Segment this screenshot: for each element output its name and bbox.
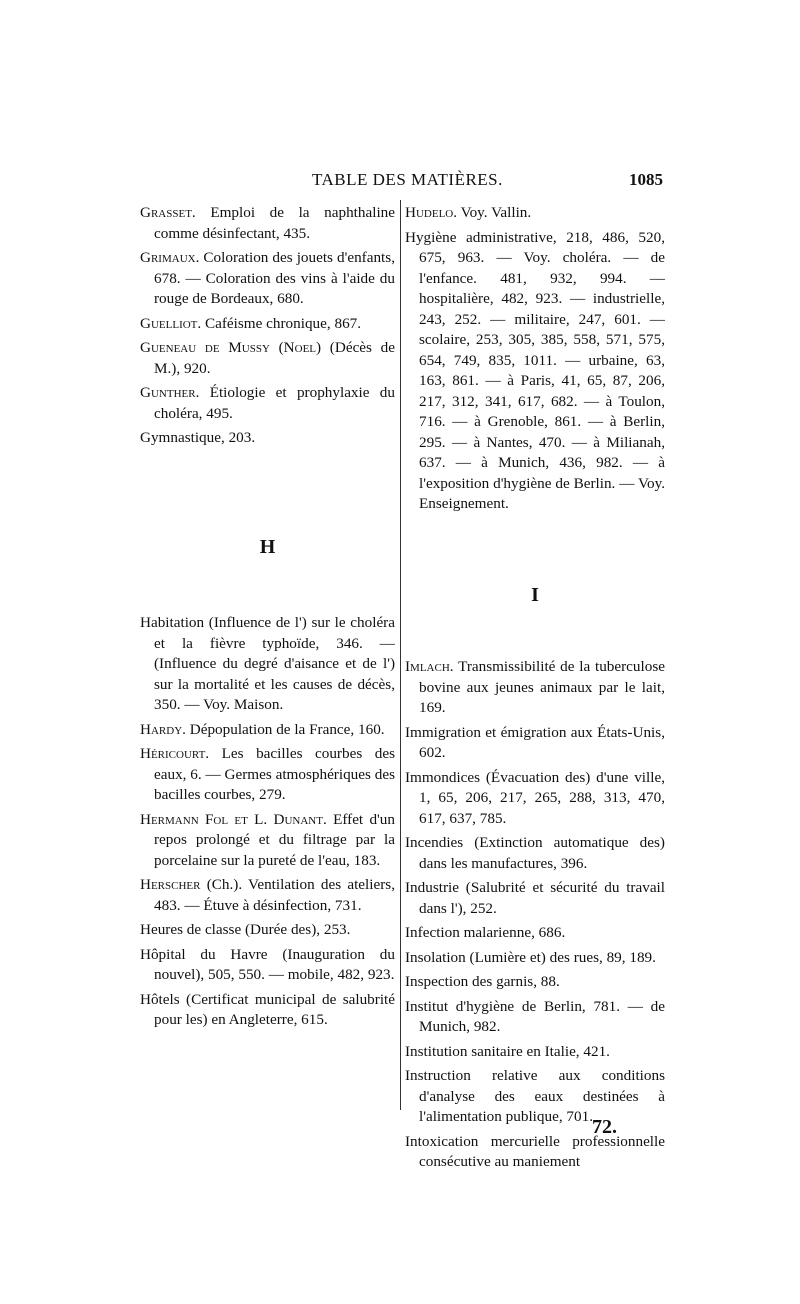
index-entry bbox=[405, 878, 665, 919]
running-title: TABLE DES MATIÈRES. bbox=[312, 170, 503, 189]
entry-text: (Décès de M.), 920. bbox=[154, 339, 396, 377]
section-letter-i: I bbox=[531, 583, 539, 606]
index-entry bbox=[140, 428, 395, 449]
index-entry bbox=[140, 990, 395, 1031]
entry-author: Hudelo. bbox=[405, 204, 458, 221]
entry-author: Guelliot. bbox=[140, 314, 202, 332]
entry-text: Caféisme chronique, 867. bbox=[205, 314, 362, 332]
index-entry bbox=[405, 228, 665, 515]
entry-text: Étiologie et prophylaxie du choléra, 495. bbox=[154, 384, 395, 422]
entry-text: Effet d'un repos prolongé et du filtrage par la porcelaine sur la pureté de l'eau, 183. bbox=[154, 810, 395, 869]
index-entry bbox=[405, 997, 665, 1038]
entry-text: Inspection des garnis, 88. bbox=[405, 973, 560, 990]
entry-author: Gueneau de Mussy (Noel) bbox=[140, 339, 322, 356]
entry-text: Industrie (Salubrité et sécurité du travail dans l'), 252. bbox=[405, 879, 665, 917]
section-letter-h: H bbox=[259, 535, 276, 558]
entry-text: Immigration et émigration aux États-Unis, 602. bbox=[405, 723, 665, 761]
entry-text: Habitation (Influence de l') sur le choléra et la fièvre typhoïde, 346. — (Influence du degré d'aisance et de l') sur la mortalité et les causes de décès, 350. — Voy. Maison. bbox=[140, 614, 395, 713]
entry-text: Hôtels (Certificat municipal de salubrité pour les) en Angleterre, 615. bbox=[140, 990, 395, 1028]
entry-author: Héricourt. bbox=[140, 745, 210, 762]
index-entry bbox=[405, 833, 665, 874]
index-entry bbox=[405, 948, 665, 969]
index-entry bbox=[140, 945, 395, 986]
entry-text: Coloration des jouets d'enfants, 678. — Coloration des vins à l'aide du rouge de Bordeaux, 680. bbox=[154, 249, 395, 307]
index-entry bbox=[405, 203, 665, 224]
entry-text: Emploi de la naphthaline comme désinfectant, 435. bbox=[154, 204, 395, 242]
entry-author: Grasset. bbox=[140, 204, 196, 221]
left-column bbox=[140, 203, 395, 1035]
column-divider bbox=[400, 200, 401, 1110]
entry-text: Heures de classe (Durée des), 253. bbox=[140, 921, 351, 938]
entry-author: Hardy. bbox=[140, 720, 186, 738]
index-entry bbox=[140, 744, 395, 806]
index-entry bbox=[140, 920, 395, 941]
index-entry bbox=[405, 657, 665, 719]
entry-author: Herscher bbox=[140, 876, 201, 893]
index-entry bbox=[405, 1132, 665, 1173]
index-entry bbox=[405, 923, 665, 944]
entry-text: Gymnastique, 203. bbox=[140, 429, 256, 446]
entry-text: Institution sanitaire en Italie, 421. bbox=[405, 1042, 610, 1060]
page-number: 1085 bbox=[629, 170, 663, 189]
entry-text: Incendies (Extinction automatique des) dans les manufactures, 396. bbox=[405, 834, 665, 872]
index-entry bbox=[405, 1042, 665, 1063]
index-entry bbox=[140, 383, 395, 424]
index-entry bbox=[405, 768, 665, 830]
page-header bbox=[0, 170, 800, 194]
entry-text: Les bacilles courbes des eaux, 6. — Germes atmosphériques des bacilles courbes, 279. bbox=[154, 745, 396, 803]
entry-text: (Ch.). Ventilation des ateliers, 483. — Étuve à désinfection, 731. bbox=[154, 876, 395, 914]
index-entry bbox=[140, 613, 395, 716]
entry-text: Institut d'hygiène de Berlin, 781. — de Munich, 982. bbox=[405, 997, 665, 1035]
signature-mark: 72. bbox=[592, 1116, 617, 1138]
entry-author: Gunther. bbox=[140, 384, 200, 401]
index-entry bbox=[140, 810, 395, 872]
entry-text: Transmissibilité de la tuberculose bovine aux jeunes animaux par le lait, 169. bbox=[419, 658, 665, 716]
entry-text: Dépopulation de la France, 160. bbox=[189, 720, 385, 738]
right-column bbox=[405, 203, 665, 1177]
index-entry bbox=[405, 972, 665, 993]
index-entry bbox=[405, 723, 665, 764]
entry-text: Instruction relative aux conditions d'analyse des eaux destinées à l'alimentation publique, 701. bbox=[405, 1067, 665, 1125]
index-entry bbox=[140, 314, 395, 335]
entry-text: Intoxication mercurielle professionnelle consécutive au maniement bbox=[405, 1132, 665, 1170]
index-entry bbox=[140, 875, 395, 916]
entry-text: Infection malarienne, 686. bbox=[405, 924, 566, 941]
index-entry bbox=[140, 338, 395, 379]
entry-author: Grimaux. bbox=[140, 249, 200, 266]
entry-text: Hôpital du Havre (Inauguration du nouvel), 505, 550. — mobile, 482, 923. bbox=[140, 945, 395, 983]
entry-text: Insolation (Lumière et) des rues, 89, 189. bbox=[405, 948, 656, 966]
entry-text: Voy. Vallin. bbox=[460, 204, 532, 221]
entry-text: Hygiène administrative, 218, 486, 520, 675, 963. — Voy. choléra. — de l'enfance. 481, 932, 994. — hospitalière, 482, 923. — industrielle, 243, 252. — militaire, 247, 601. — scolaire, 253, 305, 385, 558, 571, 575, 654, 749, 835, 1011. — urbaine, 63, 163, 861. — à Paris, 41, 65, 87, 206, 217, 312, 341, 617, 682. — à Toulon, 716. — à Grenoble, 861. — à Berlin, 295. — à Nantes, 470. — à Milianah, 637. — à Munich, 436, 982. — à l'exposition d'hygiène de Berlin. — Voy. Enseignement. bbox=[405, 228, 665, 512]
index-entry bbox=[140, 720, 395, 741]
index-entry bbox=[140, 203, 395, 244]
entry-author: Imlach. bbox=[405, 658, 454, 675]
entry-text: Immondices (Évacuation des) d'une ville, 1, 65, 206, 217, 265, 288, 313, 470, 617, 637, 785. bbox=[405, 768, 665, 827]
index-entry bbox=[140, 248, 395, 310]
entry-author: Hermann Fol et L. Dunant. bbox=[140, 810, 327, 828]
index-entry bbox=[405, 1066, 665, 1128]
